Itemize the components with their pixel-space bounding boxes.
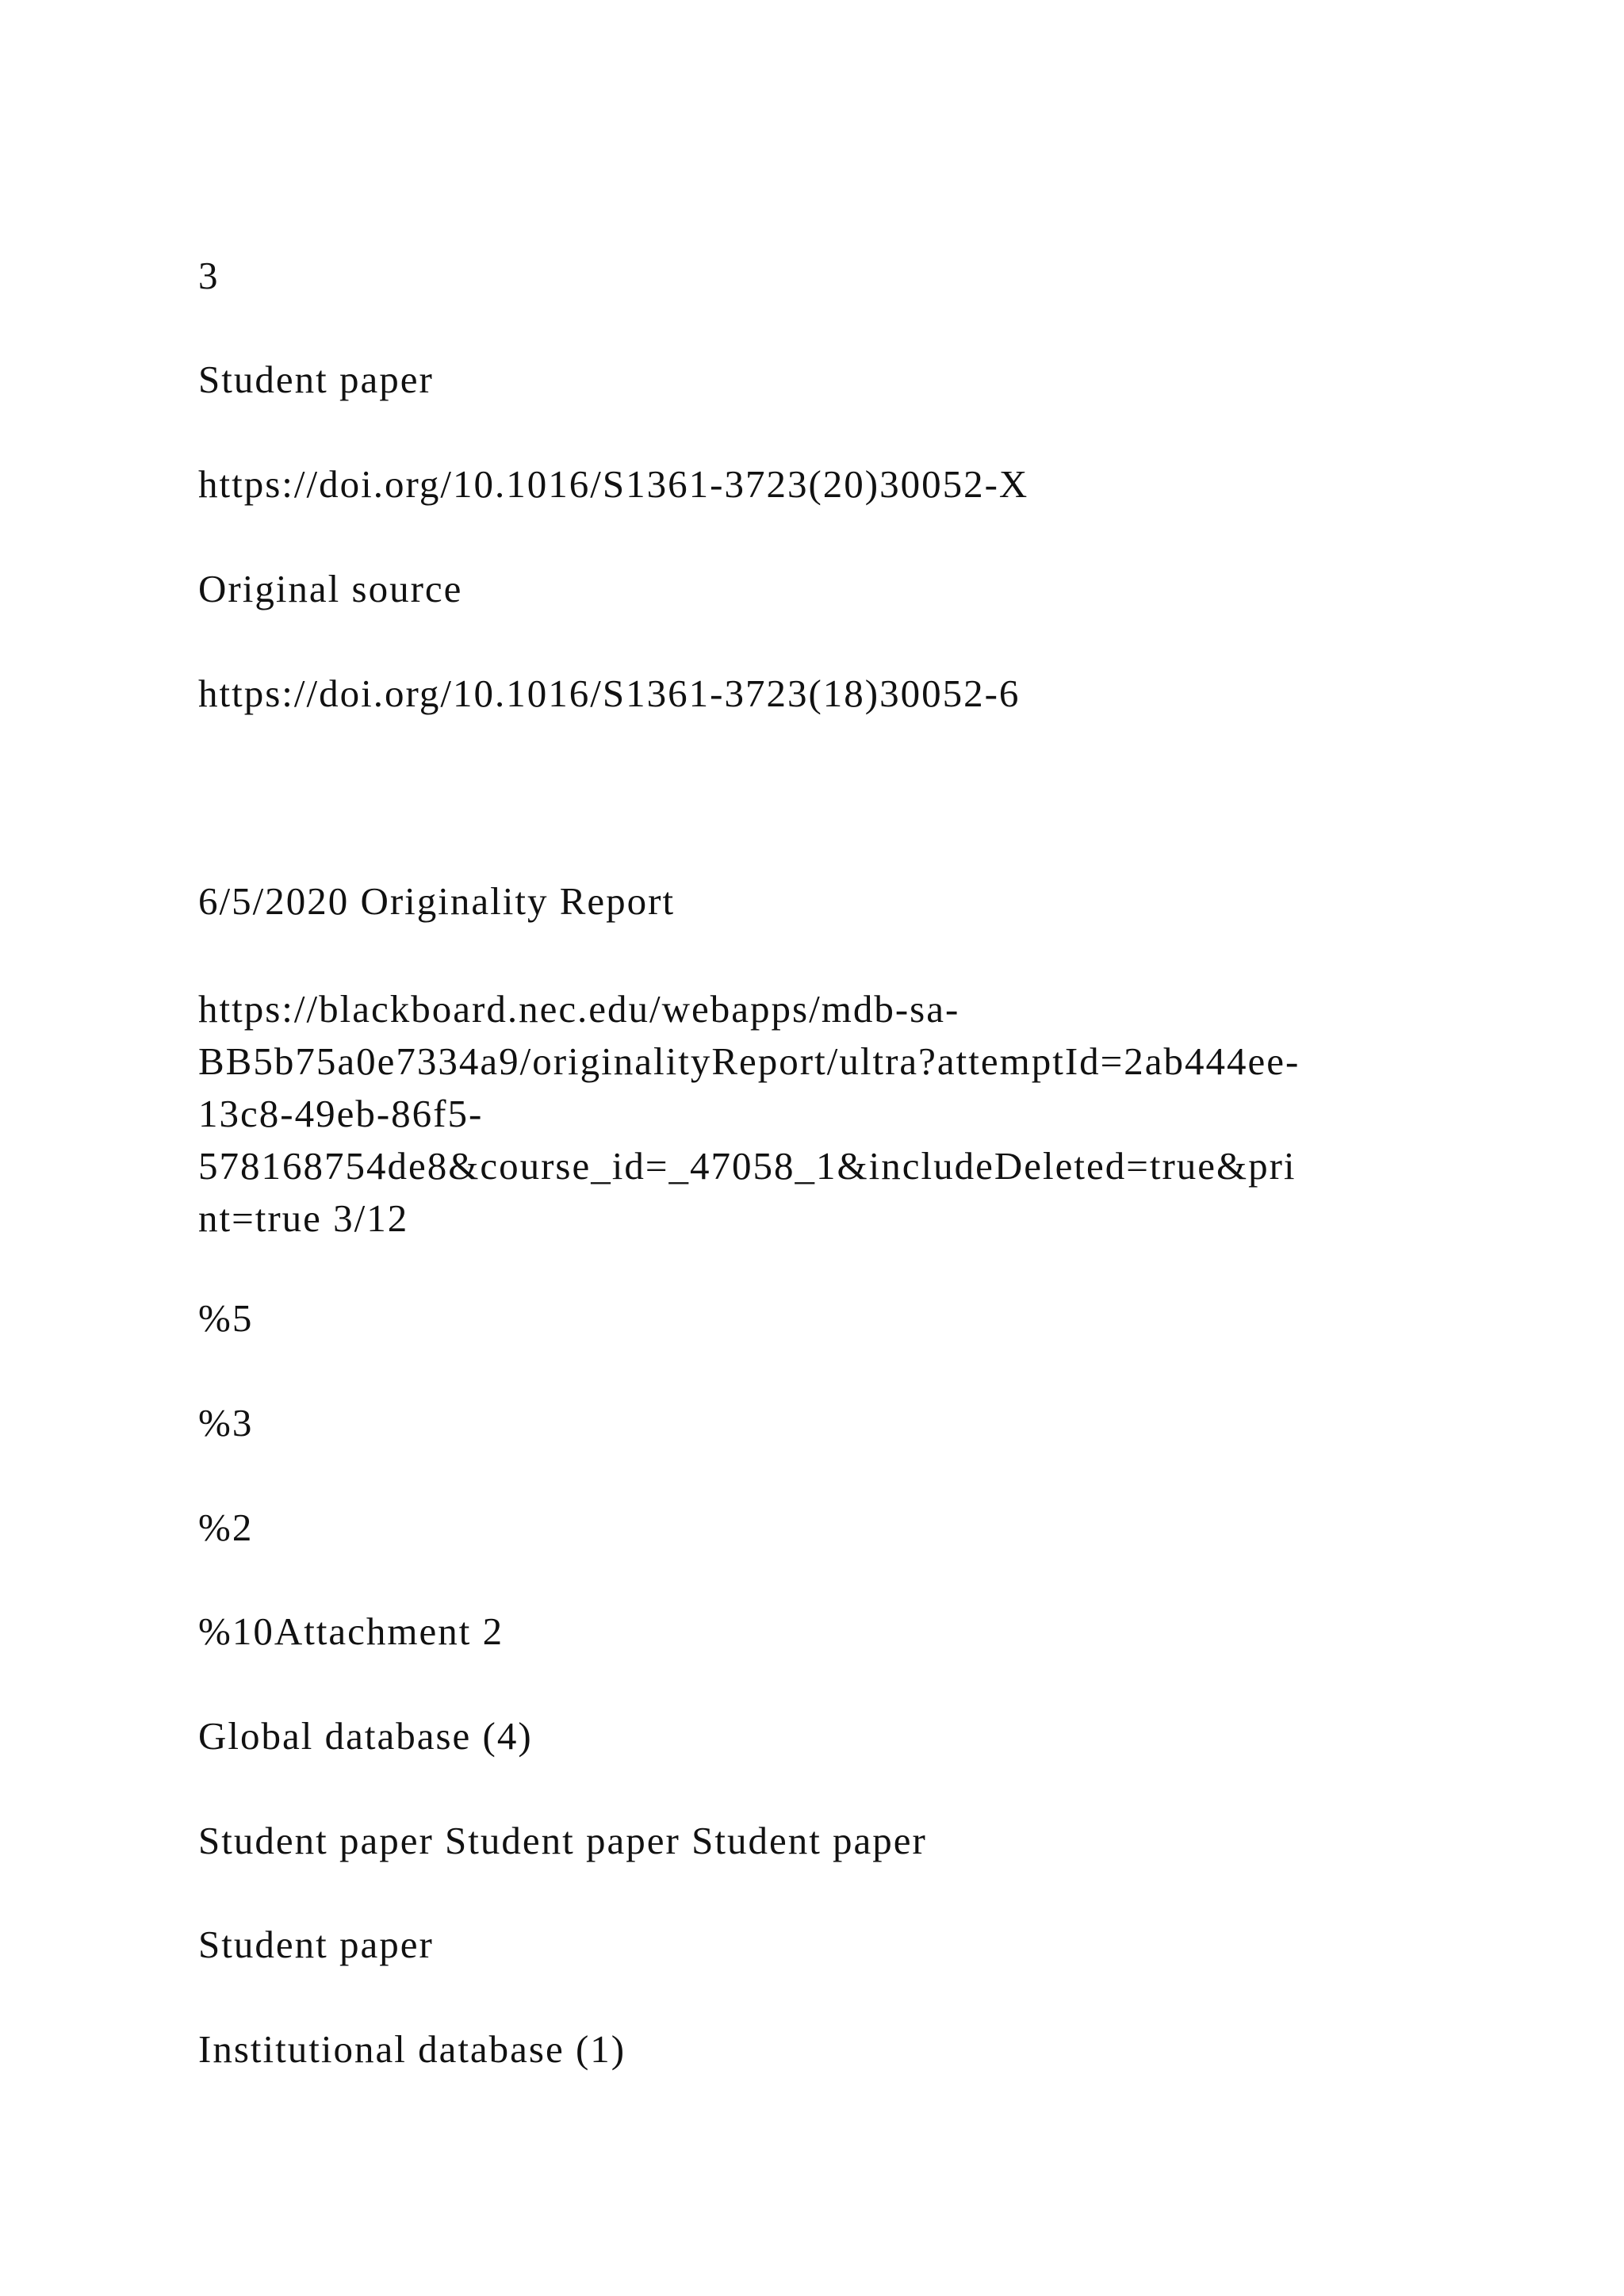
student-papers-row: Student paper Student paper Student paper [198,1819,927,1862]
report-url-line: 13c8-49eb-86f5- [198,1092,484,1135]
percent-value: %2 [198,1506,254,1549]
percent-value: %3 [198,1401,254,1445]
report-header: 6/5/2020 Originality Report [198,879,676,923]
report-url-line: 578168754de8&course_id=_47058_1&includeDeleted=true&pri [198,1144,1297,1188]
percent-attachment: %10Attachment 2 [198,1609,504,1653]
student-paper-label: Student paper [198,358,434,401]
original-source-doi: https://doi.org/10.1016/S1361-3723(18)30052-6 [198,672,1021,715]
page-marker: 3 [198,254,220,297]
report-url-line: nt=true 3/12 [198,1196,409,1240]
student-paper-item: Student paper [198,1923,434,1966]
percent-value: %5 [198,1296,254,1340]
report-url-line: BB5b75a0e7334a9/originalityReport/ultra?attemptId=2ab444ee- [198,1039,1300,1083]
report-url-line: https://blackboard.nec.edu/webapps/mdb-sa- [198,987,960,1031]
original-source-label: Original source [198,567,463,610]
student-paper-doi: https://doi.org/10.1016/S1361-3723(20)30052-X [198,462,1029,506]
report-url [198,983,1435,1245]
institutional-database-heading: Institutional database (1) [198,2027,626,2071]
global-database-heading: Global database (4) [198,1714,533,1758]
